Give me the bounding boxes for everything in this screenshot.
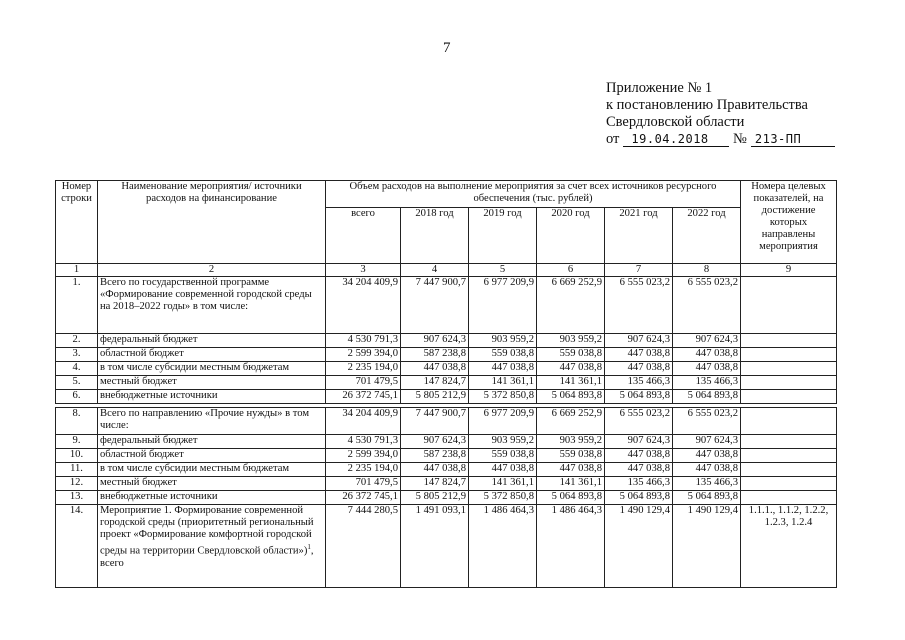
value-2022: 907 624,3 — [673, 435, 741, 449]
value-2020: 447 038,8 — [537, 463, 605, 477]
value-2018: 7 447 900,7 — [401, 277, 469, 334]
value-2020: 5 064 893,8 — [537, 491, 605, 505]
page-number: 7 — [443, 40, 451, 56]
row-number: 4. — [56, 362, 98, 376]
value-total: 2 599 394,0 — [326, 348, 401, 362]
row-name — [98, 334, 326, 348]
target-indicators — [741, 362, 837, 376]
row-name-text: областной бюджет — [100, 348, 184, 359]
row-name — [98, 463, 326, 477]
value-2020: 559 038,8 — [537, 348, 605, 362]
target-indicators: 1.1.1., 1.1.2, 1.2.2, 1.2.3, 1.2.4 — [741, 505, 837, 588]
column-number-row — [56, 264, 837, 277]
table-header-row — [56, 181, 837, 208]
value-total: 4 530 791,3 — [326, 334, 401, 348]
header-2018: 2018 год — [401, 208, 469, 264]
table-row — [56, 390, 837, 404]
budget-table — [55, 180, 837, 588]
table-row — [56, 362, 837, 376]
value-total: 7 444 280,5 — [326, 505, 401, 588]
row-name-text: местный бюджет — [100, 376, 177, 387]
date-prefix: от — [606, 131, 620, 147]
header-row-number: Номер строки — [56, 181, 98, 264]
header-name: Наименование мероприятия/ источники расходов на финансирование — [98, 181, 326, 264]
value-total: 2 235 194,0 — [326, 463, 401, 477]
row-name — [98, 390, 326, 404]
value-2019: 1 486 464,3 — [469, 505, 537, 588]
row-name-text: Мероприятие 1. Формирование современной городской среды (приоритетный региональный проект «Формирование комфортной городской среды на территории Свердловской области») — [100, 505, 314, 557]
value-2018: 5 805 212,9 — [401, 491, 469, 505]
row-number: 3. — [56, 348, 98, 362]
value-total: 26 372 745,1 — [326, 390, 401, 404]
row-number: 13. — [56, 491, 98, 505]
row-name-text: внебюджетные источники — [100, 491, 218, 502]
value-total: 26 372 745,1 — [326, 491, 401, 505]
value-2019: 903 959,2 — [469, 435, 537, 449]
value-2022: 135 466,3 — [673, 376, 741, 390]
value-2021: 5 064 893,8 — [605, 390, 673, 404]
value-2020: 141 361,1 — [537, 376, 605, 390]
row-number: 6. — [56, 390, 98, 404]
column-number: 2 — [98, 264, 326, 277]
value-2022: 907 624,3 — [673, 334, 741, 348]
value-2021: 447 038,8 — [605, 449, 673, 463]
value-2019: 903 959,2 — [469, 334, 537, 348]
table-row — [56, 408, 837, 435]
row-name — [98, 408, 326, 435]
value-2020: 447 038,8 — [537, 362, 605, 376]
column-number: 8 — [673, 264, 741, 277]
header-2019: 2019 год — [469, 208, 537, 264]
value-2019: 141 361,1 — [469, 477, 537, 491]
column-number: 3 — [326, 264, 401, 277]
row-name-text: федеральный бюджет — [100, 334, 198, 345]
row-number: 9. — [56, 435, 98, 449]
value-2020: 903 959,2 — [537, 334, 605, 348]
value-2020: 559 038,8 — [537, 449, 605, 463]
appendix-block — [606, 80, 808, 131]
column-number: 7 — [605, 264, 673, 277]
row-name-text: в том числе субсидии местным бюджетам — [100, 362, 290, 373]
column-number: 5 — [469, 264, 537, 277]
table-row — [56, 491, 837, 505]
header-2022: 2022 год — [673, 208, 741, 264]
value-2021: 135 466,3 — [605, 376, 673, 390]
table-row — [56, 334, 837, 348]
appendix-line-3: Свердловской области — [606, 114, 745, 130]
row-name-text: Всего по направлению «Прочие нужды» в том числе: — [100, 408, 310, 431]
row-name-text: внебюджетные источники — [100, 390, 218, 401]
resolution-number: 213-ПП — [751, 132, 835, 147]
row-name-text: местный бюджет — [100, 477, 177, 488]
value-2019: 559 038,8 — [469, 348, 537, 362]
table-row — [56, 505, 837, 588]
column-number: 1 — [56, 264, 98, 277]
table-row — [56, 449, 837, 463]
value-2018: 447 038,8 — [401, 463, 469, 477]
header-targets: Номера целевых показателей, на достижение которых направлены мероприятия — [741, 181, 837, 264]
row-name — [98, 277, 326, 334]
value-2021: 907 624,3 — [605, 435, 673, 449]
row-name — [98, 362, 326, 376]
target-indicators — [741, 477, 837, 491]
value-total: 34 204 409,9 — [326, 277, 401, 334]
row-number: 12. — [56, 477, 98, 491]
value-2020: 903 959,2 — [537, 435, 605, 449]
target-indicators — [741, 408, 837, 435]
row-number: 5. — [56, 376, 98, 390]
column-number: 9 — [741, 264, 837, 277]
row-number: 14. — [56, 505, 98, 588]
header-total: всего — [326, 208, 401, 264]
value-2019: 5 372 850,8 — [469, 491, 537, 505]
value-2022: 447 038,8 — [673, 449, 741, 463]
value-total: 34 204 409,9 — [326, 408, 401, 435]
appendix-line-2: к постановлению Правительства — [606, 97, 808, 113]
row-name-text: федеральный бюджет — [100, 435, 198, 446]
appendix-title: Приложение № 1 — [606, 80, 713, 96]
target-indicators — [741, 449, 837, 463]
value-2021: 135 466,3 — [605, 477, 673, 491]
value-2019: 141 361,1 — [469, 376, 537, 390]
value-2022: 135 466,3 — [673, 477, 741, 491]
row-name-text: Всего по государственной программе «Формирование современной городской среды на 2018–2022 годы» в том числе: — [100, 277, 312, 312]
row-name-text: в том числе субсидии местным бюджетам — [100, 463, 290, 474]
value-2019: 559 038,8 — [469, 449, 537, 463]
footnote-mark: 1 — [307, 543, 311, 551]
value-2021: 907 624,3 — [605, 334, 673, 348]
column-number: 4 — [401, 264, 469, 277]
row-name — [98, 505, 326, 588]
row-name-text: областной бюджет — [100, 449, 184, 460]
column-number: 6 — [537, 264, 605, 277]
value-2018: 147 824,7 — [401, 477, 469, 491]
value-2019: 6 977 209,9 — [469, 277, 537, 334]
value-2022: 447 038,8 — [673, 463, 741, 477]
value-2022: 6 555 023,2 — [673, 277, 741, 334]
value-2021: 447 038,8 — [605, 463, 673, 477]
value-2018: 7 447 900,7 — [401, 408, 469, 435]
value-2022: 447 038,8 — [673, 348, 741, 362]
row-number: 2. — [56, 334, 98, 348]
table-row — [56, 435, 837, 449]
value-2019: 5 372 850,8 — [469, 390, 537, 404]
row-name — [98, 477, 326, 491]
row-name-tail: , всего — [100, 545, 314, 569]
value-2021: 6 555 023,2 — [605, 277, 673, 334]
value-total: 2 599 394,0 — [326, 449, 401, 463]
row-name — [98, 435, 326, 449]
value-2018: 1 491 093,1 — [401, 505, 469, 588]
row-number: 1. — [56, 277, 98, 334]
value-2019: 447 038,8 — [469, 362, 537, 376]
value-2021: 5 064 893,8 — [605, 491, 673, 505]
target-indicators — [741, 435, 837, 449]
value-total: 2 235 194,0 — [326, 362, 401, 376]
value-2022: 5 064 893,8 — [673, 390, 741, 404]
value-2022: 447 038,8 — [673, 362, 741, 376]
value-2018: 907 624,3 — [401, 334, 469, 348]
value-2022: 1 490 129,4 — [673, 505, 741, 588]
target-indicators — [741, 277, 837, 334]
row-name — [98, 491, 326, 505]
row-number: 11. — [56, 463, 98, 477]
table-row — [56, 348, 837, 362]
value-2021: 6 555 023,2 — [605, 408, 673, 435]
value-2020: 6 669 252,9 — [537, 277, 605, 334]
target-indicators — [741, 463, 837, 477]
row-name — [98, 376, 326, 390]
target-indicators — [741, 390, 837, 404]
value-total: 701 479,5 — [326, 376, 401, 390]
value-2020: 5 064 893,8 — [537, 390, 605, 404]
row-name — [98, 449, 326, 463]
row-number: 8. — [56, 408, 98, 435]
value-2018: 447 038,8 — [401, 362, 469, 376]
row-name — [98, 348, 326, 362]
table-row — [56, 477, 837, 491]
value-total: 701 479,5 — [326, 477, 401, 491]
value-2018: 587 238,8 — [401, 348, 469, 362]
row-number: 10. — [56, 449, 98, 463]
value-2021: 447 038,8 — [605, 362, 673, 376]
table-row — [56, 277, 837, 334]
value-2020: 141 361,1 — [537, 477, 605, 491]
value-2020: 6 669 252,9 — [537, 408, 605, 435]
value-2019: 447 038,8 — [469, 463, 537, 477]
table-row — [56, 376, 837, 390]
value-2020: 1 486 464,3 — [537, 505, 605, 588]
value-total: 4 530 791,3 — [326, 435, 401, 449]
header-volume: Объем расходов на выполнение мероприятия за счет всех источников ресурсного обеспечения (тыс. рублей) — [326, 181, 741, 208]
number-prefix: № — [733, 131, 747, 147]
value-2021: 1 490 129,4 — [605, 505, 673, 588]
resolution-reference — [606, 131, 835, 148]
header-2020: 2020 год — [537, 208, 605, 264]
target-indicators — [741, 348, 837, 362]
target-indicators — [741, 376, 837, 390]
value-2021: 447 038,8 — [605, 348, 673, 362]
target-indicators — [741, 334, 837, 348]
value-2018: 907 624,3 — [401, 435, 469, 449]
target-indicators — [741, 491, 837, 505]
table-row — [56, 463, 837, 477]
resolution-date: 19.04.2018 — [623, 132, 729, 147]
value-2022: 6 555 023,2 — [673, 408, 741, 435]
header-2021: 2021 год — [605, 208, 673, 264]
value-2018: 587 238,8 — [401, 449, 469, 463]
value-2018: 5 805 212,9 — [401, 390, 469, 404]
value-2019: 6 977 209,9 — [469, 408, 537, 435]
value-2022: 5 064 893,8 — [673, 491, 741, 505]
value-2018: 147 824,7 — [401, 376, 469, 390]
